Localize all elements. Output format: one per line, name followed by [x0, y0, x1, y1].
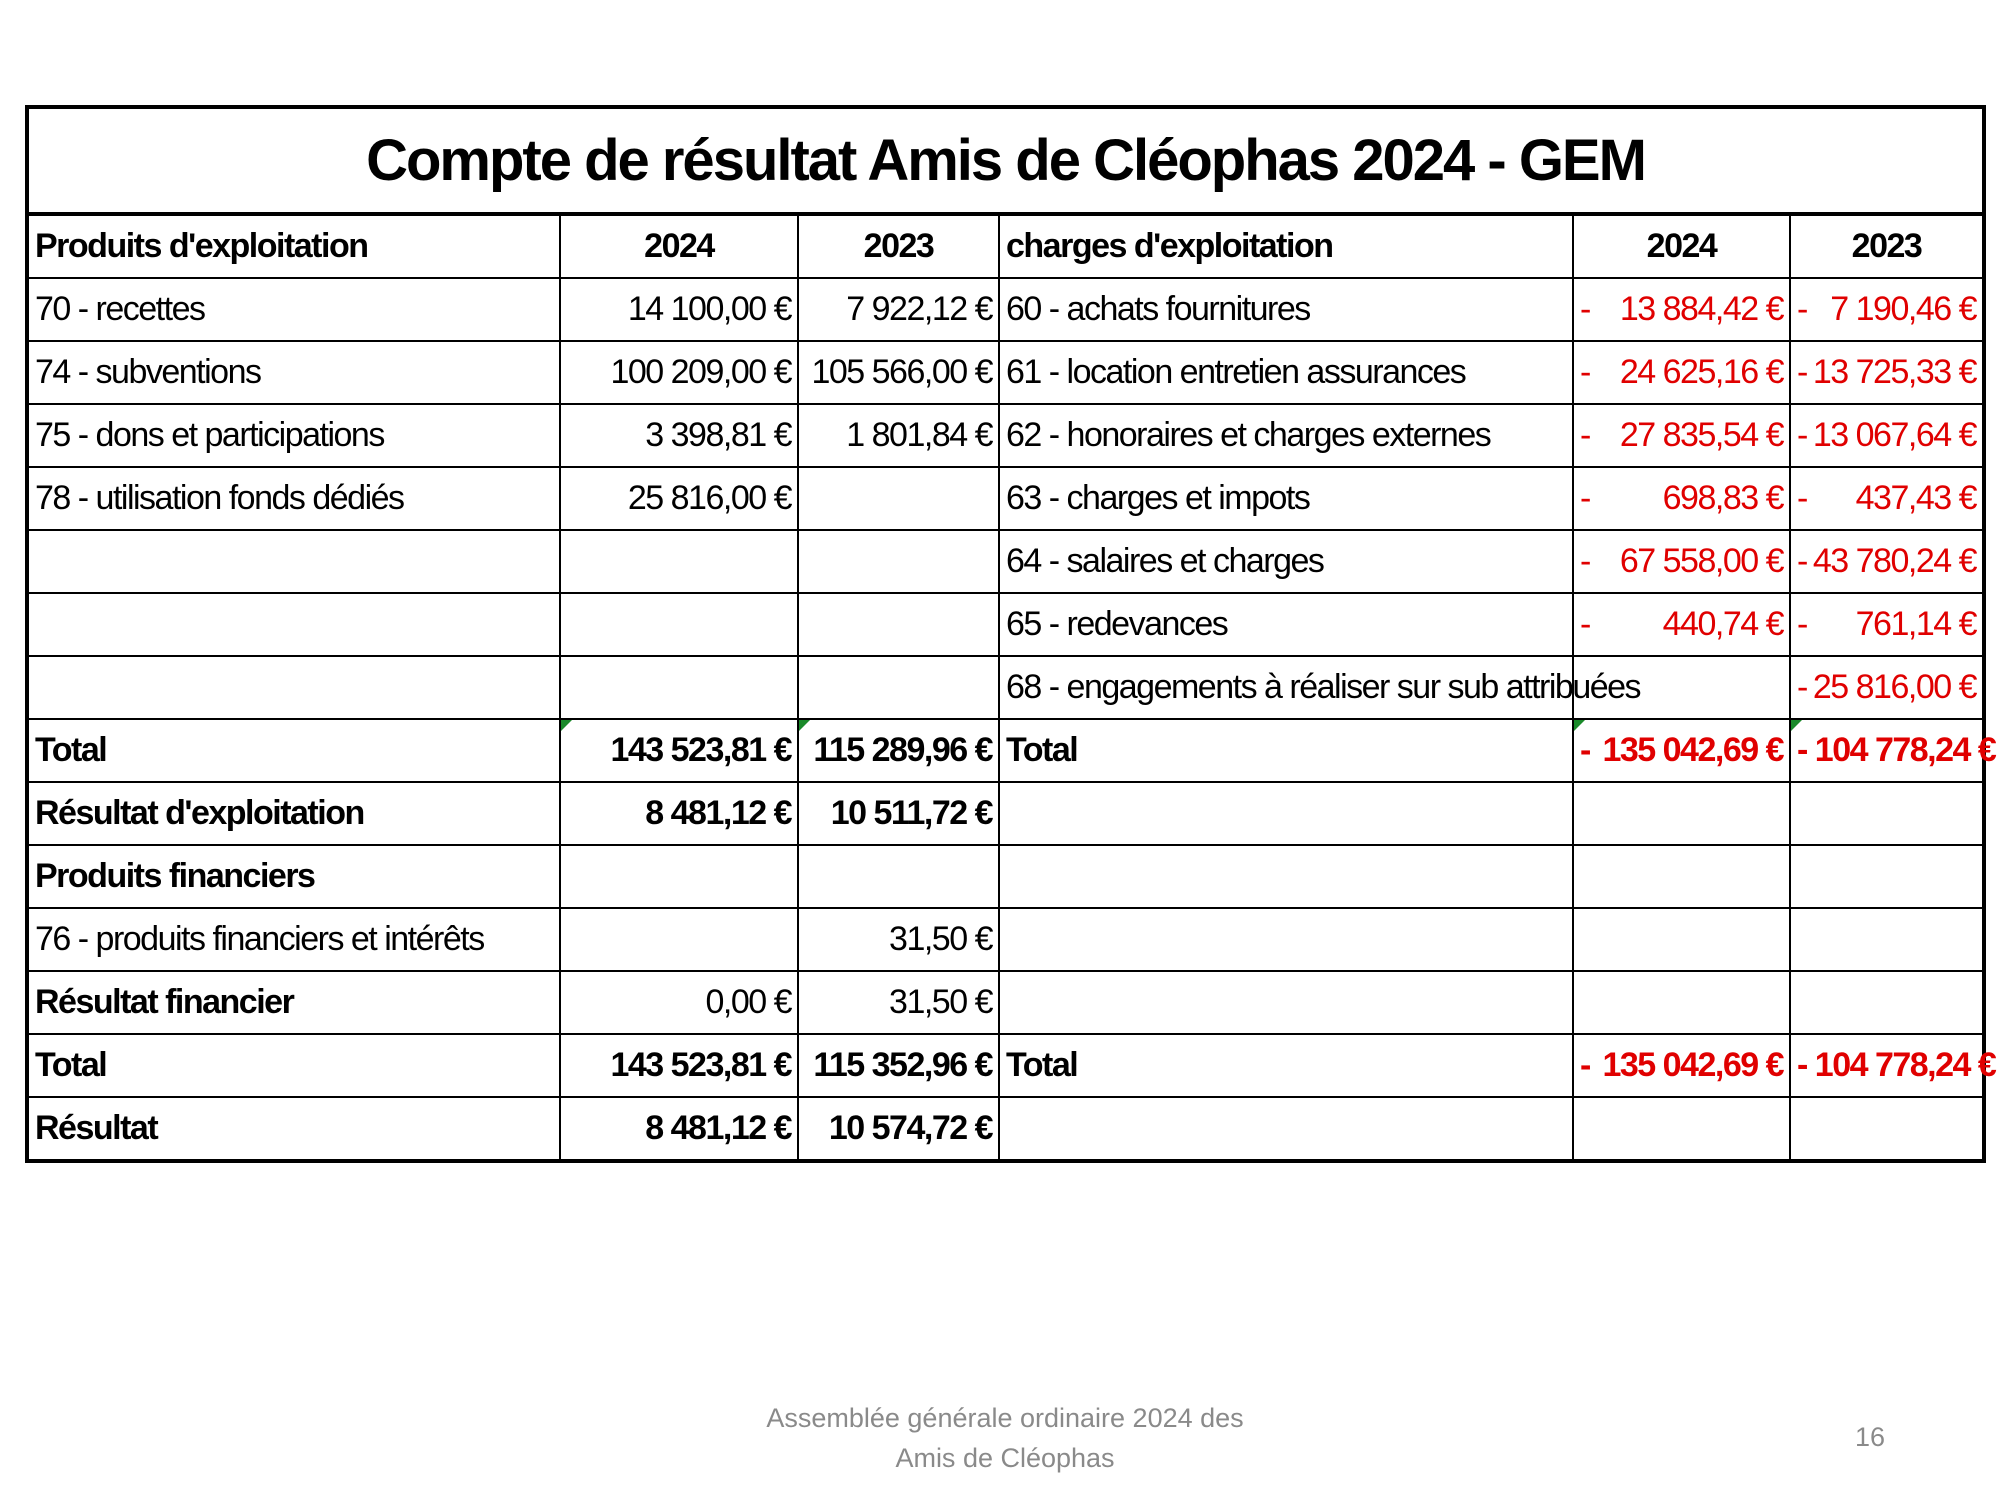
charge-2024 [1573, 656, 1790, 719]
empty-cell [1790, 908, 1984, 971]
interets-label: 76 - produits financiers et intérêts [27, 908, 560, 971]
minus-sign: - [1797, 353, 1807, 391]
charge-2023: 7 190,46 € [1830, 290, 1976, 328]
minus-sign: - [1580, 605, 1590, 643]
income-statement-table [25, 105, 1996, 1163]
charge-2023-cell [1790, 467, 1984, 530]
total-label: Total [27, 719, 560, 782]
empty-cell [1573, 1097, 1790, 1161]
total-general-charges-2024: 135 042,69 € [1602, 1046, 1783, 1084]
resultat-exploitation-row [27, 782, 1984, 845]
resultat-exploitation-2023: 10 511,72 € [798, 782, 999, 845]
produit-label [27, 656, 560, 719]
empty-cell [1573, 908, 1790, 971]
minus-sign: - [1580, 290, 1590, 328]
total-produits-2023: 115 289,96 € [798, 719, 999, 782]
empty-cell [560, 845, 798, 908]
produit-label: 78 - utilisation fonds dédiés [27, 467, 560, 530]
charge-2024: 698,83 € [1662, 479, 1783, 517]
empty-cell [1573, 845, 1790, 908]
charge-2023-cell [1790, 278, 1984, 341]
produits-financiers-label: Produits financiers [27, 845, 560, 908]
charge-2024-cell [1573, 278, 1790, 341]
minus-sign: - [1797, 416, 1807, 454]
produit-2024: 25 816,00 € [560, 467, 798, 530]
minus-sign: - [1580, 416, 1590, 454]
produit-2023 [798, 656, 999, 719]
table-row [27, 656, 1984, 719]
minus-sign: - [1580, 542, 1590, 580]
total-general-produits-2023: 115 352,96 € [798, 1034, 999, 1097]
charge-2023-cell [1790, 656, 1984, 719]
produit-label: 74 - subventions [27, 341, 560, 404]
charge-label: 63 - charges et impots [999, 467, 1573, 530]
charge-2024: 24 625,16 € [1619, 353, 1783, 391]
produits-2023-header: 2023 [798, 214, 999, 278]
total-charges-2023-cell [1790, 719, 1996, 782]
minus-sign: - [1797, 605, 1807, 643]
resultat-exploitation-label: Résultat d'exploitation [27, 782, 560, 845]
total-charges-2024-cell [1573, 719, 1790, 782]
total-produits-2024: 143 523,81 € [560, 719, 798, 782]
minus-sign: - [1797, 479, 1807, 517]
empty-cell [999, 971, 1573, 1034]
charge-2024-cell [1573, 404, 1790, 467]
resultat-label: Résultat [27, 1097, 560, 1161]
interets-2024 [560, 908, 798, 971]
produit-label [27, 593, 560, 656]
minus-prefix: - [1797, 731, 1815, 769]
minus-sign: - [1797, 290, 1807, 328]
produit-2023: 105 566,00 € [798, 341, 999, 404]
produit-2024 [560, 656, 798, 719]
charges-header: charges d'exploitation [999, 214, 1573, 278]
interets-2023: 31,50 € [798, 908, 999, 971]
total-exploitation-row [27, 719, 1984, 782]
total-general-row [27, 1034, 1984, 1097]
total-general-produits-2024: 143 523,81 € [560, 1034, 798, 1097]
resultat-financier-2023: 31,50 € [798, 971, 999, 1034]
table-row [27, 278, 1984, 341]
produit-2024 [560, 530, 798, 593]
total-charges-label: Total [999, 1034, 1573, 1097]
produit-2023 [798, 593, 999, 656]
charge-label: 68 - engagements à réaliser sur sub attribuées [999, 656, 1573, 719]
charge-label: 60 - achats fournitures [999, 278, 1573, 341]
produits-header: Produits d'exploitation [27, 214, 560, 278]
produits-financiers-row [27, 845, 1984, 908]
resultat-financier-label: Résultat financier [27, 971, 560, 1034]
charge-2023: 761,14 € [1855, 605, 1976, 643]
charges-2023-header: 2023 [1790, 214, 1984, 278]
page-title: Compte de résultat Amis de Cléophas 2024 - GEM [27, 107, 1984, 214]
produit-2023: 1 801,84 € [798, 404, 999, 467]
charge-2024-cell [1573, 467, 1790, 530]
empty-cell [999, 908, 1573, 971]
minus-sign: - [1580, 353, 1590, 391]
charge-2023: 13 067,64 € [1812, 416, 1976, 454]
minus-sign: - [1797, 542, 1807, 580]
charge-label: 61 - location entretien assurances [999, 341, 1573, 404]
empty-cell [1573, 782, 1790, 845]
minus-sign: - [1580, 479, 1590, 517]
minus-sign: - [1797, 668, 1807, 706]
empty-cell [999, 782, 1573, 845]
charge-label: 64 - salaires et charges [999, 530, 1573, 593]
footer-line-2: Amis de Cléophas [895, 1443, 1115, 1473]
resultat-financier-2024: 0,00 € [560, 971, 798, 1034]
page-number: 16 [1854, 1422, 1886, 1452]
charges-2024-header: 2024 [1573, 214, 1790, 278]
table-row [27, 341, 1984, 404]
table-row [27, 593, 1984, 656]
minus-prefix: - [1797, 1046, 1815, 1084]
charge-2023: 13 725,33 € [1812, 353, 1976, 391]
resultat-row [27, 1097, 1984, 1161]
produit-2024: 3 398,81 € [560, 404, 798, 467]
charge-2023-cell [1790, 341, 1984, 404]
produit-2023: 7 922,12 € [798, 278, 999, 341]
produit-label: 75 - dons et participations [27, 404, 560, 467]
resultat-2023: 10 574,72 € [798, 1097, 999, 1161]
produit-2023 [798, 530, 999, 593]
resultat-exploitation-2024: 8 481,12 € [560, 782, 798, 845]
charge-label: 65 - redevances [999, 593, 1573, 656]
charge-2023: 25 816,00 € [1812, 668, 1976, 706]
minus-sign: - [1580, 1046, 1590, 1084]
empty-cell [999, 1097, 1573, 1161]
charge-2024: 27 835,54 € [1619, 416, 1783, 454]
produit-label: 70 - recettes [27, 278, 560, 341]
charge-2023: 43 780,24 € [1812, 542, 1976, 580]
empty-cell [1790, 782, 1984, 845]
produit-2024: 100 209,00 € [560, 341, 798, 404]
charge-2024-cell [1573, 341, 1790, 404]
total-general-charges-2023-cell [1790, 1034, 1996, 1097]
footer-line-1: Assemblée générale ordinaire 2024 des [766, 1403, 1244, 1433]
charge-label: 62 - honoraires et charges externes [999, 404, 1573, 467]
produits-2024-header: 2024 [560, 214, 798, 278]
charge-2023: 437,43 € [1855, 479, 1976, 517]
charge-2024: 13 884,42 € [1619, 290, 1783, 328]
empty-cell [1790, 971, 1984, 1034]
resultat-2024: 8 481,12 € [560, 1097, 798, 1161]
interets-row [27, 908, 1984, 971]
total-charges-2023: 104 778,24 € [1814, 731, 1996, 769]
header-row [27, 214, 1984, 278]
charge-2023-cell [1790, 593, 1984, 656]
empty-cell [1790, 845, 1984, 908]
resultat-financier-row [27, 971, 1984, 1034]
charge-2023-cell [1790, 530, 1984, 593]
total-label: Total [27, 1034, 560, 1097]
charge-2024: 440,74 € [1662, 605, 1783, 643]
table-row [27, 404, 1984, 467]
total-charges-label: Total [999, 719, 1573, 782]
total-charges-2024: 135 042,69 € [1602, 731, 1783, 769]
empty-cell [1573, 971, 1790, 1034]
empty-cell [1790, 1097, 1984, 1161]
charge-2024: 67 558,00 € [1619, 542, 1783, 580]
footer-text [700, 1398, 1310, 1478]
produit-label [27, 530, 560, 593]
total-general-charges-2024-cell [1573, 1034, 1790, 1097]
produit-2024 [560, 593, 798, 656]
produit-2024: 14 100,00 € [560, 278, 798, 341]
empty-cell [999, 845, 1573, 908]
charge-2024-cell [1573, 593, 1790, 656]
table-row [27, 530, 1984, 593]
produit-2023 [798, 467, 999, 530]
minus-sign: - [1580, 731, 1590, 769]
charge-2024-cell [1573, 530, 1790, 593]
charge-2023-cell [1790, 404, 1984, 467]
table-row [27, 467, 1984, 530]
empty-cell [798, 845, 999, 908]
total-general-charges-2023: 104 778,24 € [1814, 1046, 1996, 1084]
